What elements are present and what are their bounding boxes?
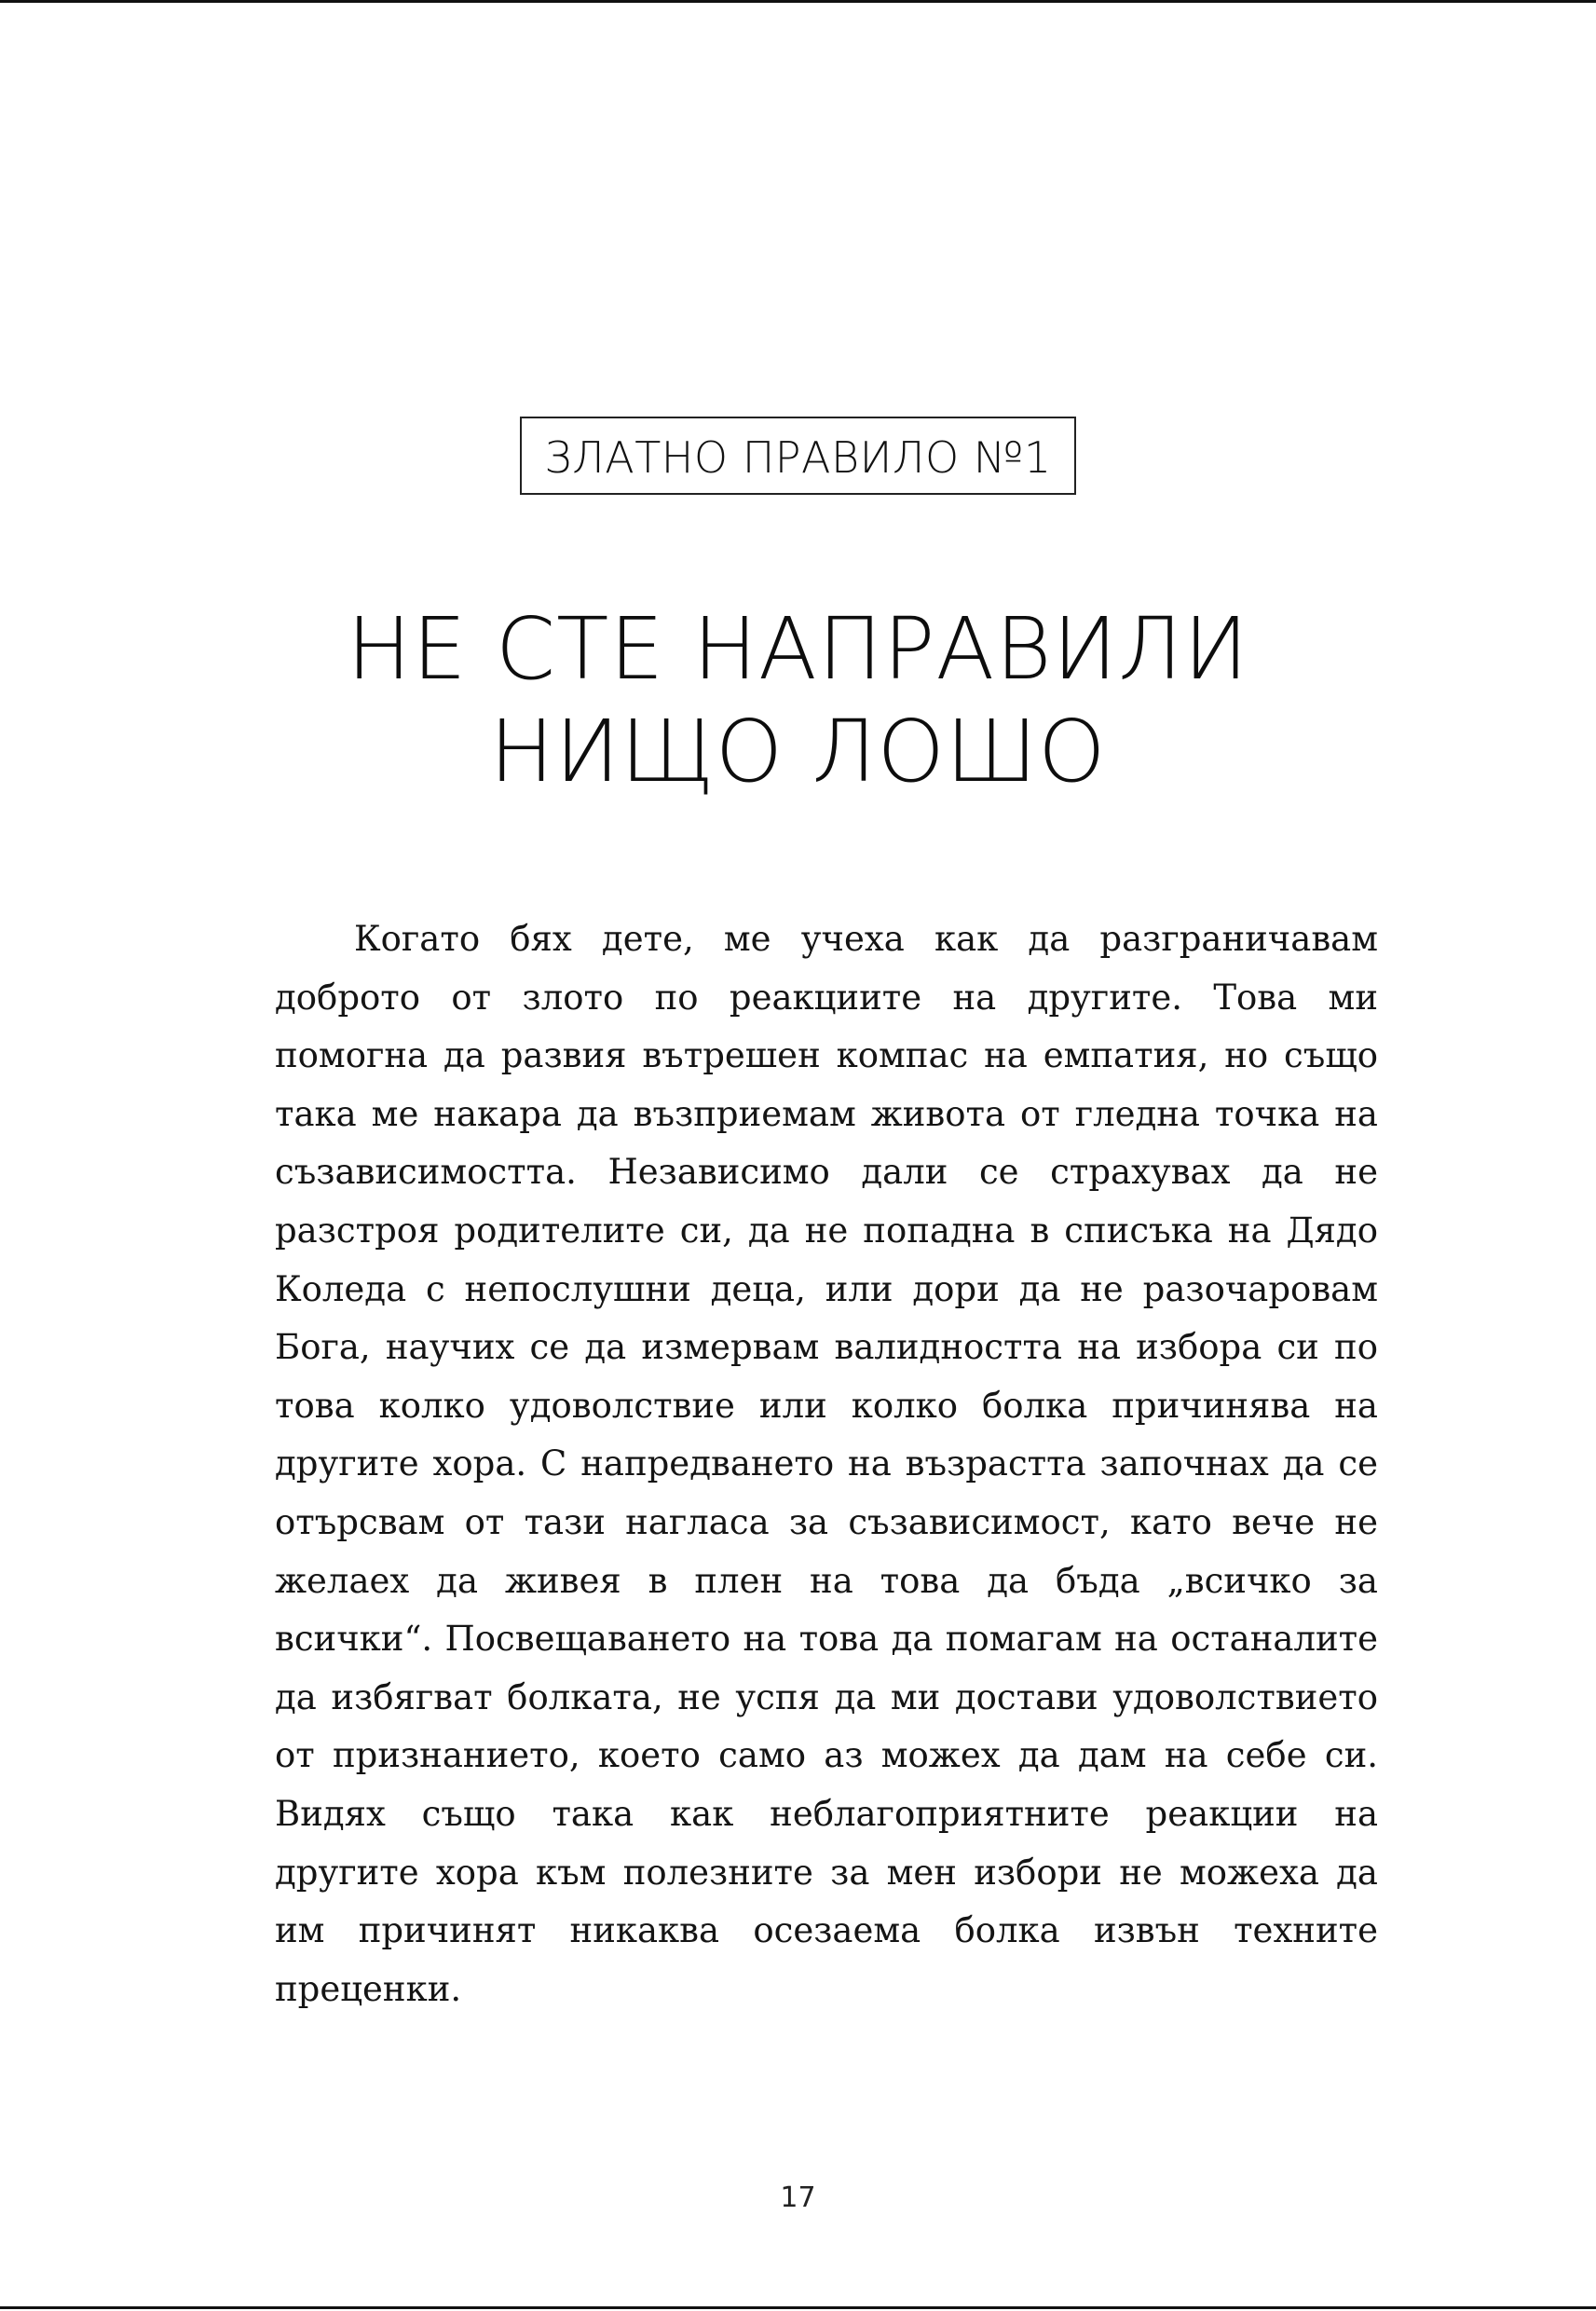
body-paragraph: Когато бях дете, ме учеха как да разграничавам доброто от злото по реакциите на другите. Това ми помогна да развия вътрешен компас на емпатия, но също така ме накара да възприемам живота от гледна точка на съзависимостта. Независимо дали се страхувах да не разстроя родителите си, да не попадна в списъка на Дядо Коледа с непослушни деца, или дори да не разочаровам Бога, научих се да измервам валидността на избора си по това колко удоволствие или колко болка причинява на другите хора. С напредването на възрастта започнах да се отърсвам от тази нагласа за съзависимост, като вече не желаех да живея в плен на това да бъда „всичко за всички“. Посвещаването на това да помагам на останалите да избягват болката, не успя да ми достави удоволствието от признанието, което само аз можех да дам на себе си. Видях също така как неблагоприятните реакции на другите хора към полезните за мен избори не можеха да им причинят никаква осезаема болка извън техните преценки. [275, 919, 1378, 2009]
chapter-title [0, 598, 1596, 803]
bottom-border-line [0, 2306, 1596, 2309]
rule-label-box: ЗЛАТНО ПРАВИЛО №1 [520, 417, 1075, 495]
top-border-line [0, 0, 1596, 3]
chapter-title-line-2: НИЩО ЛОШО [489, 702, 1107, 801]
page-number: 17 [780, 2181, 816, 2214]
chapter-title-line-1: НЕ СТЕ НАПРАВИЛИ [347, 599, 1249, 699]
rule-label-container [0, 417, 1596, 495]
